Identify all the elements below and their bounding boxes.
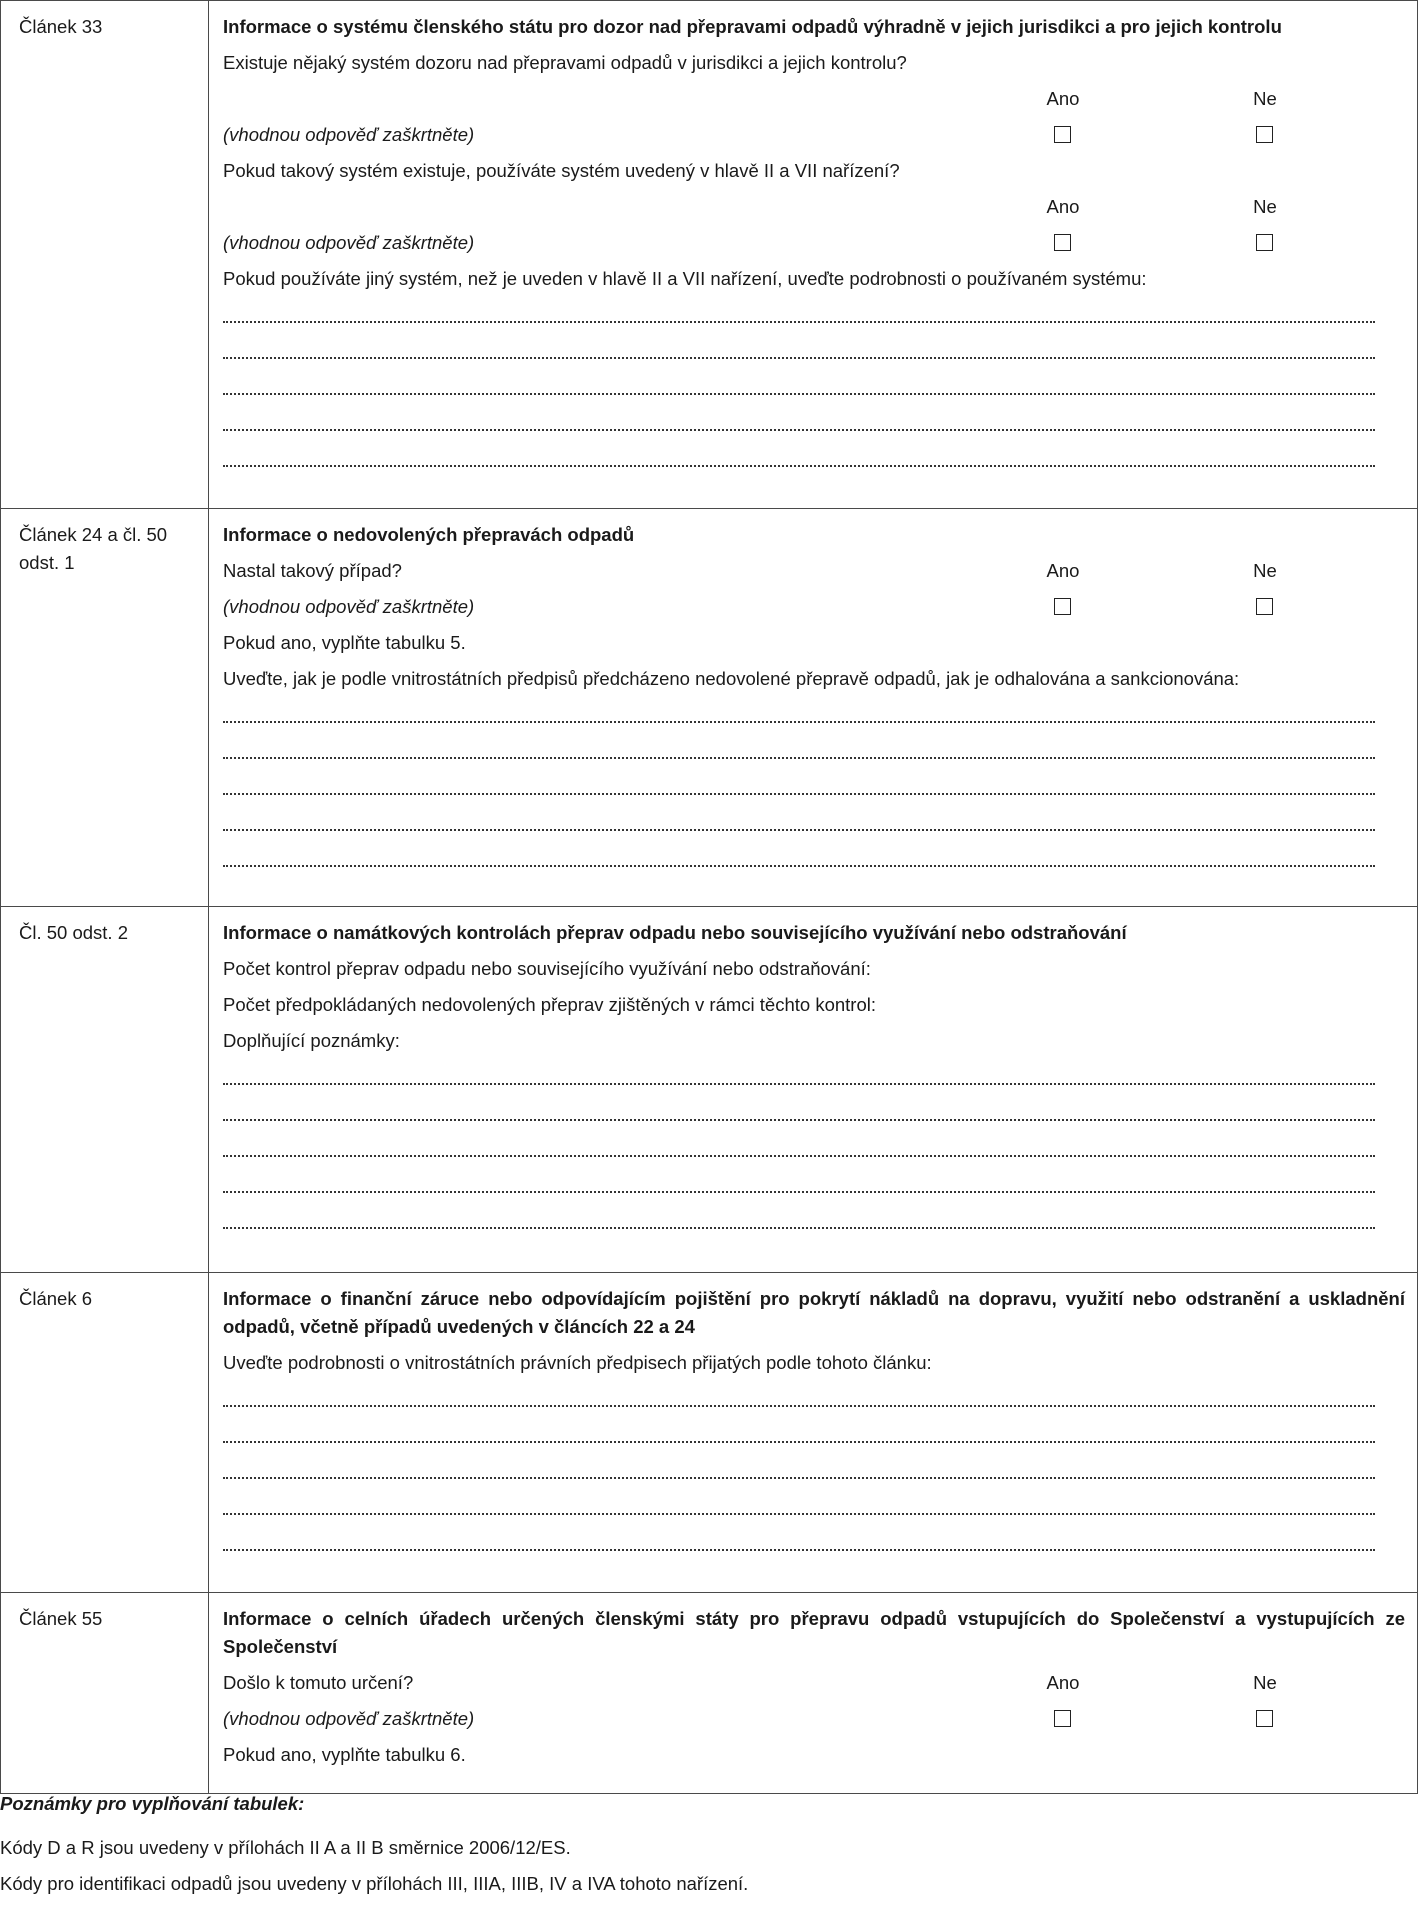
fill-in-line[interactable] (223, 301, 1405, 329)
tick-hint: (vhodnou odpověď zaškrtněte) (223, 596, 475, 617)
yes-label: Ano (1046, 560, 1080, 581)
question-illegal-count: Počet předpokládaných nedovolených přeprav zjištěných v rámci těchto kontrol: (223, 994, 876, 1015)
fill-in-line[interactable] (223, 1135, 1405, 1163)
fill-in-line[interactable] (223, 373, 1405, 401)
tick-hint: (vhodnou odpověď zaškrtněte) (223, 124, 475, 145)
fill-in-line[interactable] (223, 1171, 1405, 1199)
yes-checkbox[interactable] (1054, 126, 1071, 143)
answer-row (223, 1705, 1405, 1733)
fill-in-line[interactable] (223, 1493, 1405, 1521)
fill-in-line[interactable] (223, 1421, 1405, 1449)
yes-checkbox[interactable] (1054, 234, 1071, 251)
fill-in-line[interactable] (223, 773, 1405, 801)
notes-heading: Poznámky pro vyplňování tabulek: (0, 1793, 305, 1814)
section-title: Informace o celních úřadech určených členskými státy pro přepravu odpadů vstupujících do Společenství a vystupujících ze Společenství (223, 1608, 1405, 1657)
yes-label: Ano (1046, 196, 1080, 217)
article-label: Čl. 50 odst. 2 (1, 907, 209, 1273)
fill-in-line[interactable] (223, 337, 1405, 365)
fill-in-line[interactable] (223, 845, 1405, 873)
fill-in-line[interactable] (223, 1529, 1405, 1557)
fill-in-line[interactable] (223, 1385, 1405, 1413)
notes-section (0, 1790, 1418, 1906)
article-label: Článek 33 (1, 1, 209, 509)
fill-in-line[interactable] (223, 1099, 1405, 1127)
section-title: Informace o finanční záruce nebo odpovídajícím pojištění pro pokrytí nákladů na dopravu, využití nebo odstranění a uskladnění odpadů, včetně případů uvedených v článcích 22 a 24 (223, 1288, 1405, 1337)
question-designation: Došlo k tomuto určení? (223, 1672, 414, 1693)
fill-in-line[interactable] (223, 809, 1405, 837)
question-system-used: Pokud takový systém existuje, používáte systém uvedený v hlavě II a VII nařízení? (223, 160, 900, 181)
no-checkbox[interactable] (1256, 1710, 1273, 1727)
article-label: Článek 24 a čl. 50 odst. 1 (1, 509, 209, 907)
no-label: Ne (1253, 560, 1277, 581)
article-label: Článek 6 (1, 1273, 209, 1593)
section-body (209, 1273, 1418, 1593)
section-title: Informace o namátkových kontrolách přeprav odpadu nebo souvisejícího využívání nebo odstraňování (223, 922, 1127, 943)
yes-checkbox[interactable] (1054, 598, 1071, 615)
section-article-33 (1, 1, 1418, 509)
question-inspection-count: Počet kontrol přeprav odpadu nebo souvisejícího využívání nebo odstraňování: (223, 958, 871, 979)
no-label: Ne (1253, 196, 1277, 217)
section-body (209, 907, 1418, 1273)
notes-line: Kódy pro identifikaci odpadů jsou uvedeny v přílohách III, IIIA, IIIB, IV a IVA tohoto nařízení. (0, 1873, 749, 1894)
fill-in-line[interactable] (223, 1063, 1405, 1091)
answer-header (223, 557, 1405, 585)
section-body (209, 1593, 1418, 1794)
fill-table-note: Pokud ano, vyplňte tabulku 5. (223, 632, 466, 653)
answer-row (223, 121, 1405, 149)
article-label: Článek 55 (1, 1593, 209, 1794)
yes-label: Ano (1046, 88, 1080, 109)
question-prevention: Uveďte, jak je podle vnitrostátních předpisů předcházeno nedovolené přepravě odpadů, jak je odhalována a sankcionována: (223, 668, 1240, 689)
no-checkbox[interactable] (1256, 598, 1273, 615)
no-label: Ne (1253, 1672, 1277, 1693)
fill-in-line[interactable] (223, 409, 1405, 437)
no-checkbox[interactable] (1256, 234, 1273, 251)
fill-in-line[interactable] (223, 701, 1405, 729)
answer-header (223, 193, 1405, 221)
section-title: Informace o nedovolených přepravách odpadů (223, 524, 635, 545)
section-body (209, 509, 1418, 907)
answer-row (223, 593, 1405, 621)
fill-in-line[interactable] (223, 1457, 1405, 1485)
answer-row (223, 229, 1405, 257)
fill-in-line[interactable] (223, 737, 1405, 765)
section-title: Informace o systému členského státu pro dozor nad přepravami odpadů výhradně v jejich jurisdikci a pro jejich kontrolu (223, 16, 1282, 37)
no-label: Ne (1253, 88, 1277, 109)
fill-table-note: Pokud ano, vyplňte tabulku 6. (223, 1744, 466, 1765)
section-article-6 (1, 1273, 1418, 1593)
question-system-exists: Existuje nějaký systém dozoru nad přepravami odpadů v jurisdikci a jejich kontrolu? (223, 52, 907, 73)
tick-hint: (vhodnou odpověď zaškrtněte) (223, 232, 475, 253)
yes-label: Ano (1046, 1672, 1080, 1693)
section-article-24 (1, 509, 1418, 907)
section-article-55 (1, 1593, 1418, 1794)
notes-line: Kódy D a R jsou uvedeny v přílohách II A a II B směrnice 2006/12/ES. (0, 1837, 571, 1858)
yes-checkbox[interactable] (1054, 1710, 1071, 1727)
no-checkbox[interactable] (1256, 126, 1273, 143)
question-remarks: Doplňující poznámky: (223, 1030, 400, 1051)
question-legislation: Uveďte podrobnosti o vnitrostátních právních předpisech přijatých podle tohoto článku: (223, 1352, 932, 1373)
tick-hint: (vhodnou odpověď zaškrtněte) (223, 1708, 475, 1729)
section-article-50-2 (1, 907, 1418, 1273)
answer-header (223, 85, 1405, 113)
question-case-occurred: Nastal takový případ? (223, 560, 402, 581)
section-body (209, 1, 1418, 509)
fill-in-line[interactable] (223, 445, 1405, 473)
answer-header (223, 1669, 1405, 1697)
fill-in-line[interactable] (223, 1207, 1405, 1235)
question-other-system: Pokud používáte jiný systém, než je uveden v hlavě II a VII nařízení, uveďte podrobnosti o používaném systému: (223, 268, 1147, 289)
